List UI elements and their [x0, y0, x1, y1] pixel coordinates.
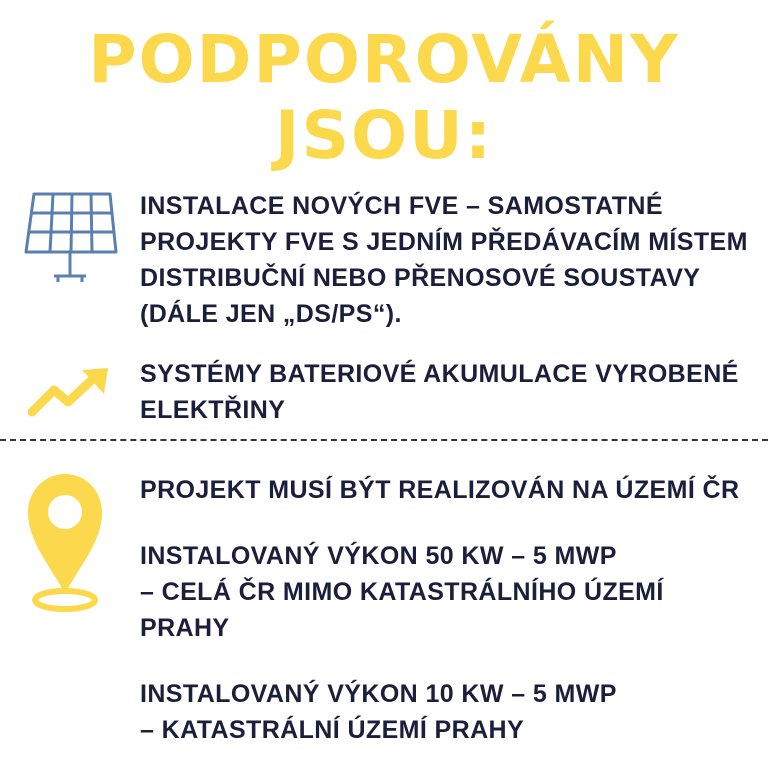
item-line: DISTRIBUČNÍ NEBO PŘENOSOVÉ SOUSTAVY [140, 264, 701, 292]
condition-line: PROJEKT MUSÍ BÝT REALIZOVÁN NA ÚZEMÍ ČR [140, 476, 740, 504]
solar-panel-icon [20, 188, 120, 288]
condition-power-1 [140, 538, 664, 646]
condition-territory [140, 472, 739, 508]
condition-line: PRAHY [140, 614, 230, 642]
item-line: PROJEKTY FVE S JEDNÍM PŘEDÁVACÍM MÍSTEM [140, 228, 748, 256]
condition-line: INSTALOVANÝ VÝKON 50 KW – 5 MWP [140, 542, 617, 570]
dashed-divider [0, 439, 768, 441]
condition-line: – KATASTRÁLNÍ ÚZEMÍ PRAHY [140, 716, 525, 744]
supported-item-battery [140, 356, 739, 428]
supported-item-solar [140, 188, 748, 332]
condition-line: INSTALOVANÝ VÝKON 10 KW – 5 MWP [140, 680, 617, 708]
location-pin-icon [22, 468, 108, 616]
item-line: (DÁLE JEN „DS/PS“). [140, 300, 402, 328]
condition-line: – CELÁ ČR MIMO KATASTRÁLNÍHO ÚZEMÍ [140, 578, 664, 606]
condition-power-2 [140, 676, 617, 748]
title-line-2: JSOU: [274, 97, 494, 174]
item-line: INSTALACE NOVÝCH FVE – SAMOSTATNÉ [140, 192, 663, 220]
title-line-1: PODPOROVÁNY [88, 21, 680, 98]
item-line: SYSTÉMY BATERIOVÉ AKUMULACE VYROBENÉ [140, 360, 739, 388]
trend-up-arrow-icon [28, 366, 110, 418]
item-line: ELEKTŘINY [140, 396, 286, 424]
